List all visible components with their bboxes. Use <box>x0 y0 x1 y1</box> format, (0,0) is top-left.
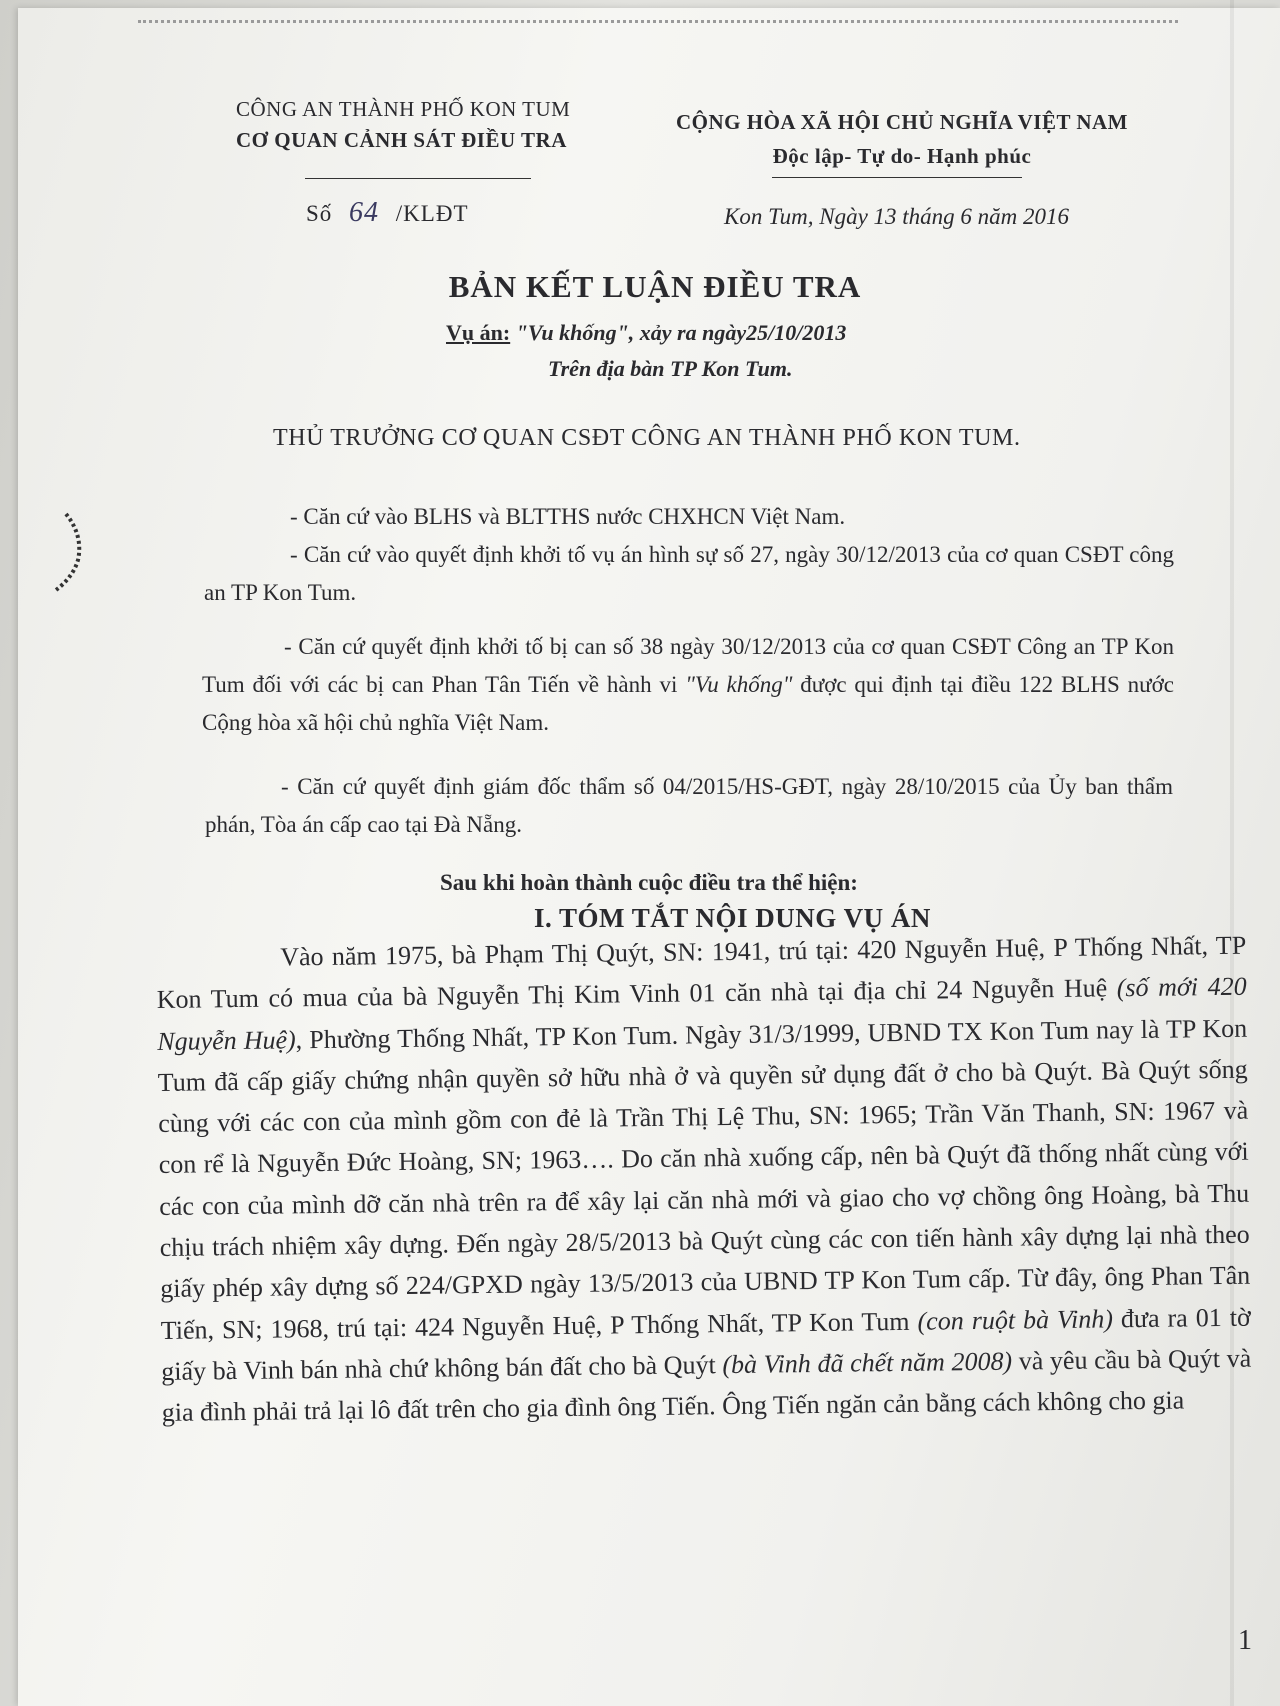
head-officer-title: THỦ TRƯỞNG CƠ QUAN CSĐT CÔNG AN THÀNH PHỐ KON TUM. <box>273 425 1021 451</box>
summary-text-1: Vào năm 1975, bà Phạm Thị Quýt, SN: 1941, trú tại: 420 Nguyễn Huệ, P Thống Nhất, TP Kon Tum có mua của bà Nguyễn Thị Kim Vinh 01 căn nhà tại địa chỉ 24 Nguyễn Huệ <box>156 930 1247 1015</box>
investigation-subheading: Sau khi hoàn thành cuộc điều tra thể hiện: <box>440 870 858 895</box>
ground-1: - Căn cứ vào BLHS và BLTTHS nước CHXHCN Việt Nam. <box>290 504 846 529</box>
republic-name: CỘNG HÒA XÃ HỘI CHỦ NGHĨA VIỆT NAM <box>675 110 1129 134</box>
handwritten-number: 64 <box>349 197 380 228</box>
section-title: I. TÓM TẮT NỘI DUNG VỤ ÁN <box>534 903 931 933</box>
case-label: Vụ án: <box>446 320 511 345</box>
number-prefix: Số <box>306 201 333 226</box>
perforation-edge <box>138 20 1178 29</box>
issuing-agency <box>236 94 616 156</box>
number-suffix: /KLĐT <box>395 201 469 226</box>
motto-divider <box>772 177 1022 178</box>
case-summary <box>156 925 1252 1434</box>
ground-4: - Căn cứ quyết định giám đốc thẩm số 04/2015/HS-GĐT, ngày 28/10/2015 của Ủy ban thẩm phán, Tòa án cấp cao tại Đà Nẵng. <box>205 774 1173 837</box>
ground-3-emphasis: "Vu khống" <box>685 672 793 697</box>
document-page <box>18 8 1280 1706</box>
issue-date: Kon Tum, Ngày 13 tháng 6 năm 2016 <box>724 204 1070 229</box>
page-number: 1 <box>1238 1625 1252 1656</box>
summary-text-3: đưa ra 01 tờ giấy bà Vinh bán nhà chứ không bán đất cho bà Quýt <box>161 1302 1251 1386</box>
case-area: Trên địa bàn TP Kon Tum. <box>548 356 793 381</box>
summary-emphasis-3: (bà Vinh đã chết năm 2008) <box>722 1346 1013 1380</box>
summary-text-4: và yêu cầu bà Quýt và gia đình phải trả lại lô đất trên cho gia đình ông Tiến. Ông Tiến ngăn cản bằng cách không cho gia <box>161 1343 1252 1428</box>
ground-3 <box>202 628 1174 742</box>
document-number <box>306 197 469 229</box>
case-text: "Vu khống", xảy ra ngày25/10/2013 <box>515 320 847 345</box>
motto: Độc lập- Tự do- Hạnh phúc <box>772 144 1032 168</box>
ground-3-text-b: được qui định tại điều 122 BLHS nước Cộng hòa xã hội chủ nghĩa Việt Nam. <box>202 672 1174 735</box>
document-title: BẢN KẾT LUẬN ĐIỀU TRA <box>448 269 862 304</box>
agency-divider <box>305 178 531 179</box>
ground-3-text-a: - Căn cứ quyết định khởi tố bị can số 38 ngày 30/12/2013 của cơ quan CSĐT Công an TP Kon Tum đối với các bị can Phan Tân Tiến về hành vi <box>202 634 1174 697</box>
page-edge <box>1230 0 1234 1706</box>
margin-staple-mark <box>52 512 92 592</box>
agency-line-2: CƠ QUAN CẢNH SÁT ĐIỀU TRA <box>236 128 567 152</box>
summary-emphasis-2: (con ruột bà Vinh) <box>917 1304 1114 1336</box>
ground-2: - Căn cứ vào quyết định khởi tố vụ án hình sự số 27, ngày 30/12/2013 của cơ quan CSĐT công an TP Kon Tum. <box>204 542 1174 605</box>
national-motto <box>662 105 1142 173</box>
agency-line-1: CÔNG AN THÀNH PHỐ KON TUM <box>236 97 571 121</box>
summary-emphasis-1: (số mới 420 Nguyễn Huệ) <box>157 971 1247 1056</box>
case-line <box>446 320 846 346</box>
summary-text-2: , Phường Thống Nhất, TP Kon Tum. Ngày 31/3/1999, UBND TX Kon Tum nay là TP Kon Tum đã cấp giấy chứng nhận quyền sở hữu nhà ở và quyền sử dụng đất ở cho bà Quýt. Bà Quýt sống cùng với các con của mình gồm con đẻ là Trần Thị Lệ Thu, SN: 1965; Trần Văn Thanh, SN: 1967 và con rể là Nguyễn Đức Hoàng, SN; 1963…. Do căn nhà xuống cấp, nên bà Quýt đã thống nhất cùng với các con của mình dỡ căn nhà trên ra để xây lại căn nhà mới và giao cho vợ chồng ông Hoàng, bà Thu chịu trách nhiệm xây dựng. Đến ngày 28/5/2013 bà Quýt cùng các con tiến hành xây dựng lại nhà theo giấy phép xây dựng số 224/GPXD ngày 13/5/2013 của UBND TP Kon Tum cấp. Từ đây, ông Phan Tân Tiến, SN; 1968, trú tại: 424 Nguyễn Huệ, P Thống Nhất, TP Kon Tum <box>157 1013 1251 1345</box>
